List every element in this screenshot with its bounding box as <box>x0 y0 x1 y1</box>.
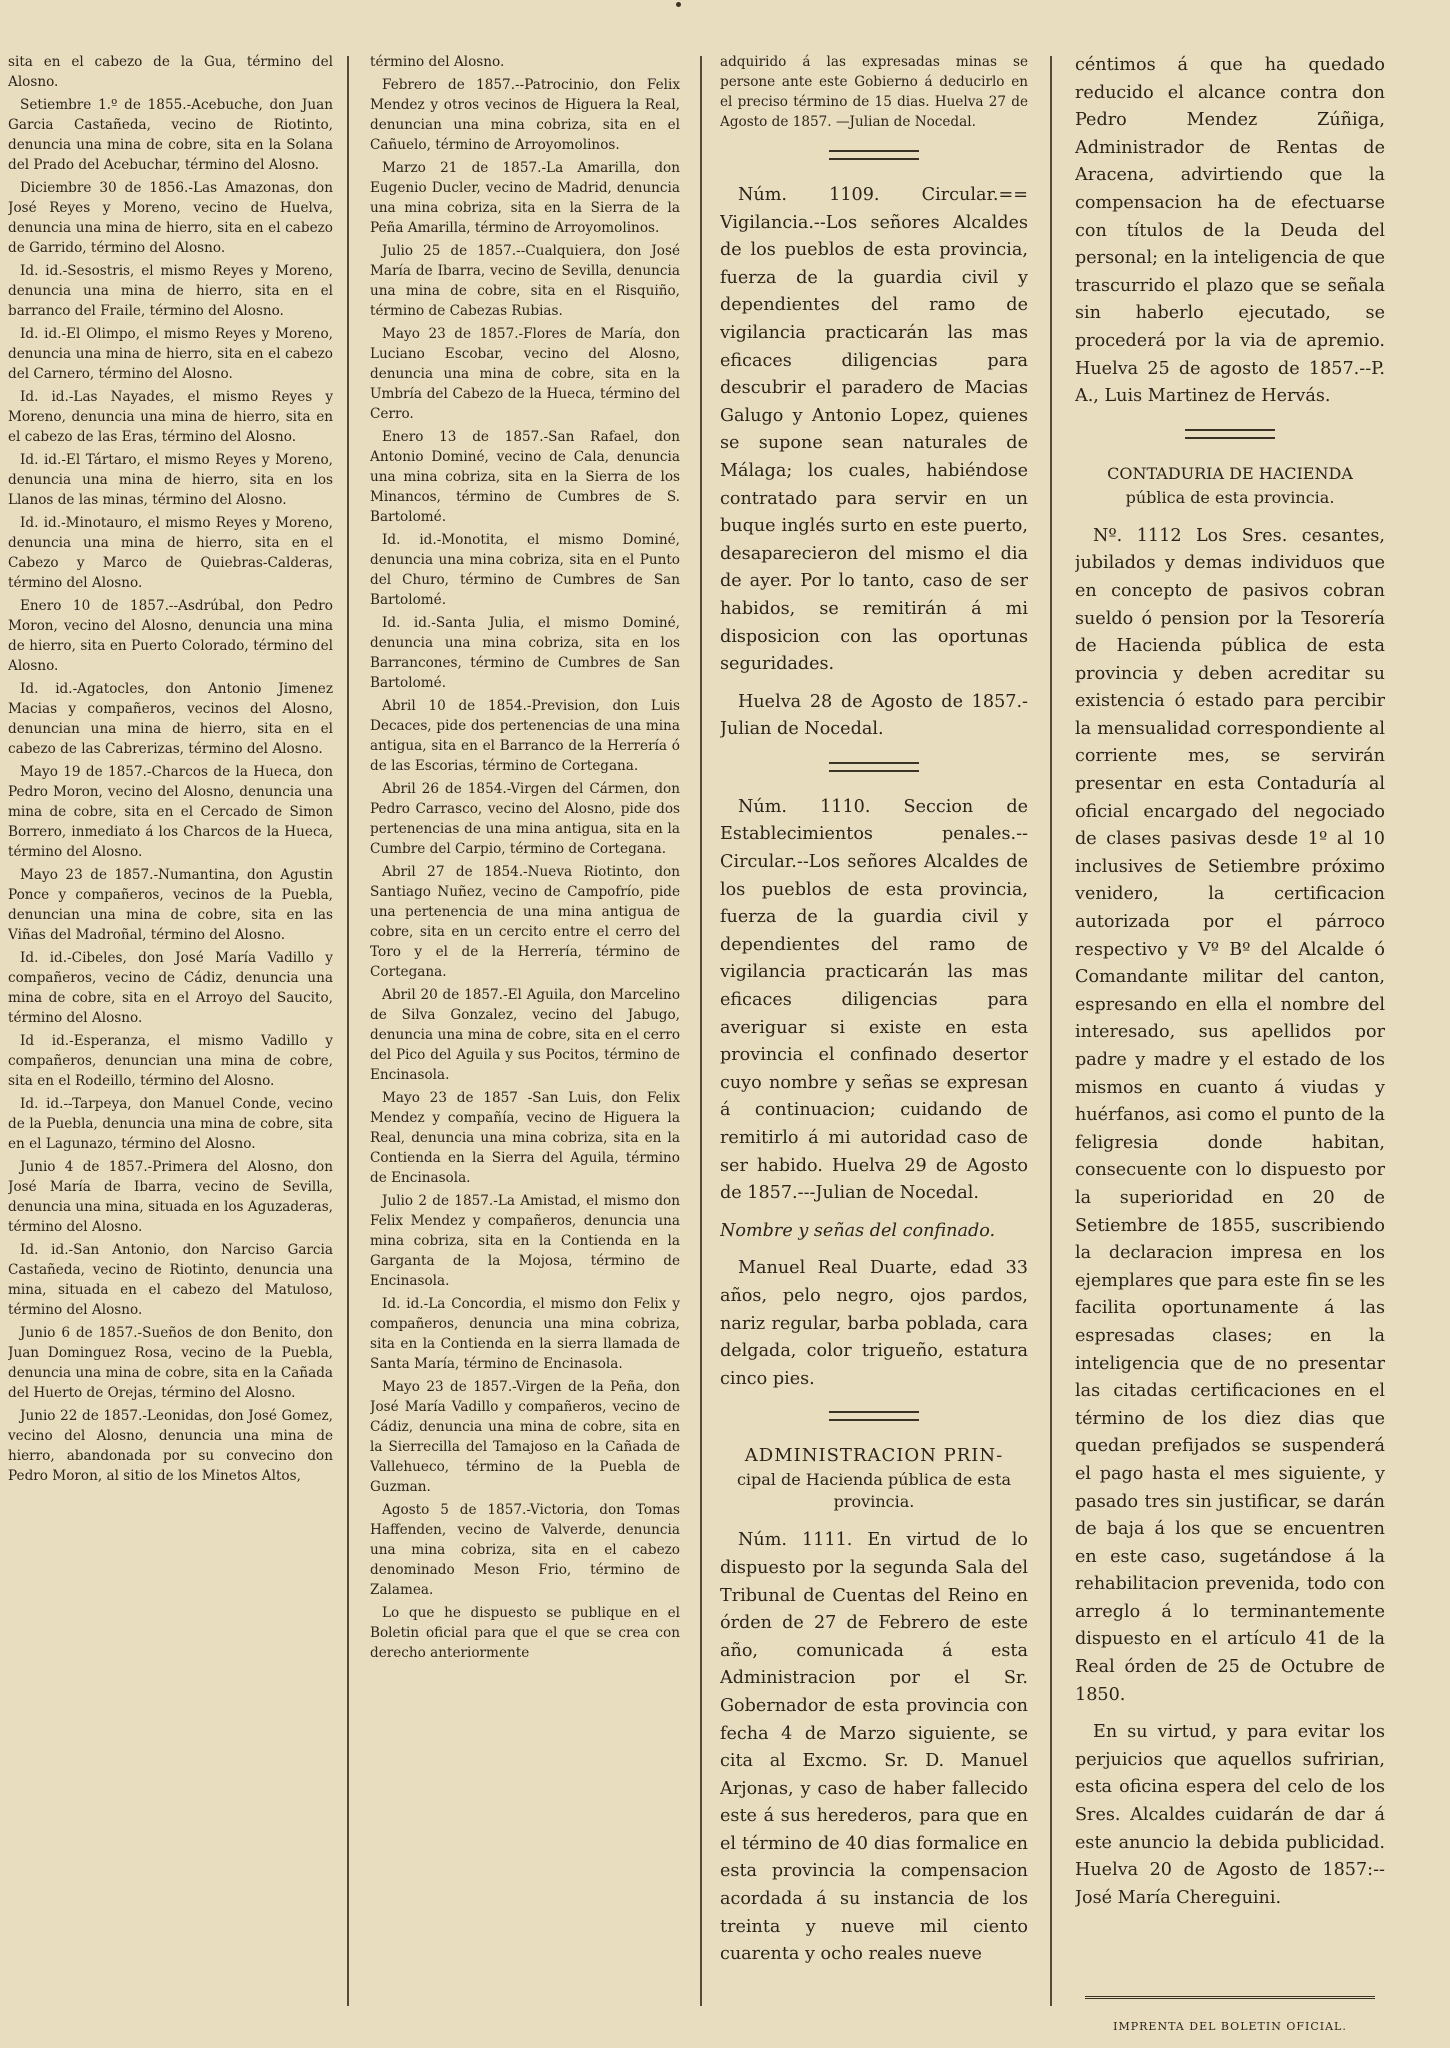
mine-entry: Mayo 23 de 1857.-Virgen de la Peña, don José María Vadillo y compañeros, vecino de Cádiz, denuncia una mina de cobre, sita en la Sierrecilla del Tamajoso en la Cañada de Vallehueco, término de la Puebla de Guzman. <box>370 1379 680 1495</box>
mine-entry: Id. id.-El Tártaro, el mismo Reyes y Moreno, denuncia una mina de hierro, sita en los Llanos de las minas, término del Alosno. <box>8 452 333 508</box>
subtitle: Nombre y señas del confinado. <box>720 1220 996 1241</box>
column-4 <box>1075 52 1385 2012</box>
mine-entry: Abril 20 de 1857.-El Aguila, don Marcelino de Silva Gonzalez, vecino del Jabugo, denuncia una mina de cobre, sita en el cerro del Pico del Aguila y sus Pocitos, término de Encinasola. <box>370 987 680 1083</box>
paragraph: adquirido á las expresadas minas se persone ante este Gobierno á deducirlo en el preciso término de 15 dias. Huelva 27 de Agosto de 1857. —Julian de Nocedal. <box>720 54 1028 130</box>
mine-entry: Setiembre 1.º de 1855.-Acebuche, don Juan Garcia Castañeda, vecino de Riotinto, denuncia una mina de cobre, sita en la Solana del Prado del Acebuchar, término del Alosno. <box>8 97 333 173</box>
mine-entry: Mayo 23 de 1857.-Flores de María, don Luciano Escobar, vecino del Alosno, denuncia una mina de cobre, sita en la Umbría del Cabezo de la Hueca, término del Cerro. <box>370 326 680 422</box>
mine-entry: Enero 10 de 1857.--Asdrúbal, don Pedro Moron, vecino del Alosno, denuncia una mina de hierro, sita en Puerto Colorado, término del Alosno. <box>8 598 333 674</box>
mine-entry: Abril 27 de 1854.-Nueva Riotinto, don Santiago Nuñez, vecino de Campofrío, pide una pertenencia de una mina antigua de cobre, sita en un cercito entre el cerro del Toro y el de la Herrería, término de Cortegana. <box>370 864 680 980</box>
mine-entry: Diciembre 30 de 1856.-Las Amazonas, don José Reyes y Moreno, vecino de Huelva, denuncia una mina de hierro, sita en el cabezo de Garrido, término del Alosno. <box>8 180 333 256</box>
section-subheading: pública de esta provincia. <box>1125 487 1335 507</box>
section-heading: ADMINISTRACION PRIN- <box>744 1445 1004 1467</box>
mine-entry: Id id.-Esperanza, el mismo Vadillo y compañeros, denuncian una mina de cobre, sita en el Rodeillo, término del Alosno. <box>8 1033 333 1089</box>
notice-1112: Nº. 1112 Los Sres. cesantes, jubilados y demas individuos que en concepto de pasivos cobran sueldo ó pension por la Tesorería de Hacienda pública de esta provincia y deben acreditar su existencia ó estado para percibir la mensualidad correspondiente al corriente mes, se servirán presentar en esta Contaduría al oficial encargado del negociado de clases pasivas desde 1º al 10 inclusives de Setiembre próximo venidero, la certificacion autorizada por el párroco respectivo y Vº Bº del Alcalde ó Comandante militar del canton, espresando en ella el nombre del interesado, sus apellidos por padre y madre y el estado de los mismos en cuanto á viudas y huérfanos, asi como el punto de la feligresia donde habitan, consecuente con lo dispuesto por la superioridad en 20 de Setiembre de 1855, suscribiendo la declaracion impresa en los ejemplares que para este fin se les facilita oportunamente á las espresadas clases; en la inteligencia que de no presentar las citadas certificaciones en el término de los diez dias que quedan prefijados se suspenderá el pago hasta el mes siguiente, y pasado tres sin justificar, se darán de baja á los que se encuentren en este caso, sugetándose á la rehabilitacion prevenida, todo con arreglo á lo terminantemente dispuesto en el artículo 41 de la Real órden de 25 de Octubre de 1850. <box>1075 525 1385 1705</box>
ornament-rule <box>1185 429 1275 439</box>
description: Manuel Real Duarte, edad 33 años, pelo negro, ojos pardos, nariz regular, barba poblada, cara delgada, color trigueño, estatura cinco pies. <box>720 1258 1028 1389</box>
mine-entry: Mayo 23 de 1857.-Numantina, don Agustin Ponce y compañeros, vecinos de la Puebla, denuncian una mina de cobre, sita en las Viñas del Madroñal, término del Alosno. <box>8 867 333 943</box>
mine-entry: Id. id.-Cibeles, don José María Vadillo y compañeros, vecino de Cádiz, denuncia una mina de cobre, sita en el Arroyo del Saucito, término del Alosno. <box>8 950 333 1026</box>
mine-entry: sita en el cabezo de la Gua, término del Alosno. <box>8 54 333 90</box>
mine-entry: Lo que he dispuesto se publique en el Boletin oficial para que el que se crea con derecho anteriormente <box>370 1605 680 1661</box>
mine-entry: Id. id.-Monotita, el mismo Dominé, denuncia una mina cobriza, sita en el Punto del Churo, término de Cumbres de San Bartolomé. <box>370 532 680 608</box>
notice-1111: Núm. 1111. En virtud de lo dispuesto por la segunda Sala del Tribunal de Cuentas del Reino en órden de 27 de Febrero de este año, comunicada á esta Administracion por el Sr. Gobernador de esta provincia con fecha 4 de Marzo siguiente, se cita al Excmo. Sr. D. Manuel Arjonas, y caso de haber fallecido este á sus herederos, para que en el término de 40 dias formalice en esta provincia la compensacion acordada á su instancia de los treinta y nueve mil ciento cuarenta y ocho reales nueve <box>720 1530 1028 1965</box>
mine-entry: Enero 13 de 1857.-San Rafael, don Antonio Dominé, vecino de Cala, denuncia una mina cobriza, sita en la Sierra de los Minancos, término de Cumbres de S. Bartolomé. <box>370 429 680 525</box>
paragraph: En su virtud, y para evitar los perjuicios que aquellos sufririan, esta oficina espera del celo de los Sres. Alcaldes cuidarán de dar á este anuncio la debida publicidad. Huelva 20 de Agosto de 1857:--José María Chereguini. <box>1075 1722 1385 1908</box>
mine-entry: Junio 6 de 1857.-Sueños de don Benito, don Juan Dominguez Rosa, vecino de la Puebla, denuncia una mina de cobre, sita en la Cañada del Huerto de Orejas, término del Alosno. <box>8 1325 333 1401</box>
mine-entry: Id. id.-Sesostris, el mismo Reyes y Moreno, denuncia una mina de hierro, sita en el barranco del Fraile, término del Alosno. <box>8 263 333 319</box>
mine-entry: Agosto 5 de 1857.-Victoria, don Tomas Haffenden, vecino de Valverde, denuncia una mina cobriza, sita en el cabezo denominado Meson Frio, término de Zalamea. <box>370 1502 680 1598</box>
mine-entry: Id. id.-El Olimpo, el mismo Reyes y Moreno, denuncia una mina de hierro, sita en el cabezo del Carnero, término del Alosno. <box>8 326 333 382</box>
mine-entry: Id. id.-Agatocles, don Antonio Jimenez Macias y compañeros, vecinos del Alosno, denuncian una mina de hierro, sita en el cabezo de las Cabrerizas, término del Alosno. <box>8 681 333 757</box>
circular-1110: Núm. 1110. Seccion de Establecimientos penales.--Circular.--Los señores Alcaldes de los pueblos de esta provincia, fuerza de la guardia civil y dependientes del ramo de vigilancia practicarán las mas eficaces diligencias para averiguar si existe en esta provincia el confinado desertor cuyo nombre y señas se expresan á continuacion; cuidando de remitirlo á mi autoridad caso de ser habido. Huelva 29 de Agosto de 1857.---Julian de Nocedal. <box>720 796 1028 1204</box>
footer-rule <box>1085 1996 1375 1999</box>
section-heading: CONTADURIA DE HACIENDA <box>1107 463 1353 483</box>
mine-entry: Abril 26 de 1854.-Virgen del Cármen, don Pedro Carrasco, vecino del Alosno, pide dos pertenencias de una mina antigua, sita en la Cumbre del Carpio, término de Cortegana. <box>370 781 680 857</box>
column-rule <box>700 56 702 2006</box>
paragraph: céntimos á que ha quedado reducido el alcance contra don Pedro Mendez Zúñiga, Administrador de Rentas de Aracena, advirtiendo que la compensacion ha de efectuarse con títulos de la Deuda del personal; en la inteligencia de que trascurrido el plazo que se señala sin haberlo ejecutado, se procederá por la via de apremio. Huelva 25 de agosto de 1857.--P. A., Luis Martinez de Hervás. <box>1075 55 1385 407</box>
column-2 <box>370 52 680 2012</box>
mine-entry: término del Alosno. <box>370 54 505 70</box>
imprint: IMPRENTA DEL BOLETIN OFICIAL. <box>1113 2020 1347 2033</box>
ink-dot <box>676 2 681 7</box>
mine-entry: Junio 4 de 1857.-Primera del Alosno, don José María de Ibarra, vecino de Sevilla, denuncia una mina, situada en los Aguzaderas, término del Alosno. <box>8 1159 333 1235</box>
mine-entry: Id. id.-Santa Julia, el mismo Dominé, denuncia una mina cobriza, sita en los Barrancones, término de Cumbres de San Bartolomé. <box>370 615 680 691</box>
mine-entry: Julio 25 de 1857.--Cualquiera, don José María de Ibarra, vecino de Sevilla, denuncia una mina de cobre, sita en el Risquiño, término de Cabezas Rubias. <box>370 243 680 319</box>
mine-entry: Id. id.--Tarpeya, don Manuel Conde, vecino de la Puebla, denuncia una mina de cobre, sita en el Lagunazo, término del Alosno. <box>8 1096 333 1152</box>
mine-entry: Junio 22 de 1857.-Leonidas, don José Gomez, vecino del Alosno, denuncia una mina de hierro, abandonada por su convecino don Pedro Moron, al sitio de los Minetos Altos, <box>8 1408 333 1484</box>
mine-entry: Febrero de 1857.--Patrocinio, don Felix Mendez y otros vecinos de Higuera la Real, denuncian una mina cobriza, sita en el Cañuelo, término de Arroyomolinos. <box>370 77 680 153</box>
ornament-rule <box>829 762 919 772</box>
mine-entry: Id. id.-Las Nayades, el mismo Reyes y Moreno, denuncia una mina de hierro, sita en el cabezo de las Eras, término del Alosno. <box>8 389 333 445</box>
circular-1109: Núm. 1109. Circular.== Vigilancia.--Los señores Alcaldes de los pueblos de esta provincia, fuerza de la guardia civil y dependientes del ramo de vigilancia practicarán las mas eficaces diligencias para descubrir el paradero de Macias Galugo y Antonio Lopez, quienes se supone sean naturales de Málaga; los cuales, habiéndose contratado para servir en un buque inglés surto en este puerto, desaparecieron del mismo el dia de ayer. Por lo tanto, caso de ser habidos, se remitirán á mi disposicion con las oportunas seguridades. <box>720 185 1028 675</box>
column-1 <box>8 52 333 2012</box>
column-rule <box>347 56 349 2006</box>
mine-entry: Marzo 21 de 1857.-La Amarilla, don Eugenio Ducler, vecino de Madrid, denuncia una mina cobriza, sita en la Sierra de la Peña Amarilla, término de Arroyomolinos. <box>370 160 680 236</box>
mine-entry: Id. id.-Minotauro, el mismo Reyes y Moreno, denuncia una mina de hierro, sita en el Cabezo y Marco de Quiebras-Calderas, término del Alosno. <box>8 515 333 591</box>
mine-entry: Mayo 19 de 1857.-Charcos de la Hueca, don Pedro Moron, vecino del Alosno, denuncia una mina de cobre, sita en el Cercado de Simon Borrero, inmediato á los Charcos de la Hueca, término del Alosno. <box>8 764 333 860</box>
mine-entry: Julio 2 de 1857.-La Amistad, el mismo don Felix Mendez y compañeros, denuncia una mina cobriza, sita en la Contienda en la Garganta de la Mojosa, término de Encinasola. <box>370 1193 680 1289</box>
mine-entry: Abril 10 de 1854.-Prevision, don Luis Decaces, pide dos pertenencias de una mina antigua, sita en el Barranco de la Herrería ó de las Escorias, término de Cortegana. <box>370 698 680 774</box>
mine-entry: Id. id.-La Concordia, el mismo don Felix y compañeros, denuncia una mina cobriza, sita en la Contienda en la sierra llamada de Santa María, término de Encinasola. <box>370 1296 680 1372</box>
mine-entry: Mayo 23 de 1857 -San Luis, don Felix Mendez y compañía, vecino de Higuera la Real, denuncia una mina cobriza, sita en la Contienda en la Sierra del Aguila, término de Encinasola. <box>370 1090 680 1186</box>
column-rule <box>1050 56 1052 2006</box>
mine-entry: Id. id.-San Antonio, don Narciso Garcia Castañeda, vecino de Riotinto, denuncia una mina, situada en el cabezo del Matuloso, término del Alosno. <box>8 1242 333 1318</box>
ornament-rule <box>829 1411 919 1421</box>
signature: Huelva 28 de Agosto de 1857.-Julian de Nocedal. <box>720 691 1028 740</box>
column-3 <box>720 52 1028 2012</box>
ornament-rule <box>829 150 919 160</box>
section-subheading: cipal de Hacienda pública de esta provincia. <box>736 1470 1012 1512</box>
